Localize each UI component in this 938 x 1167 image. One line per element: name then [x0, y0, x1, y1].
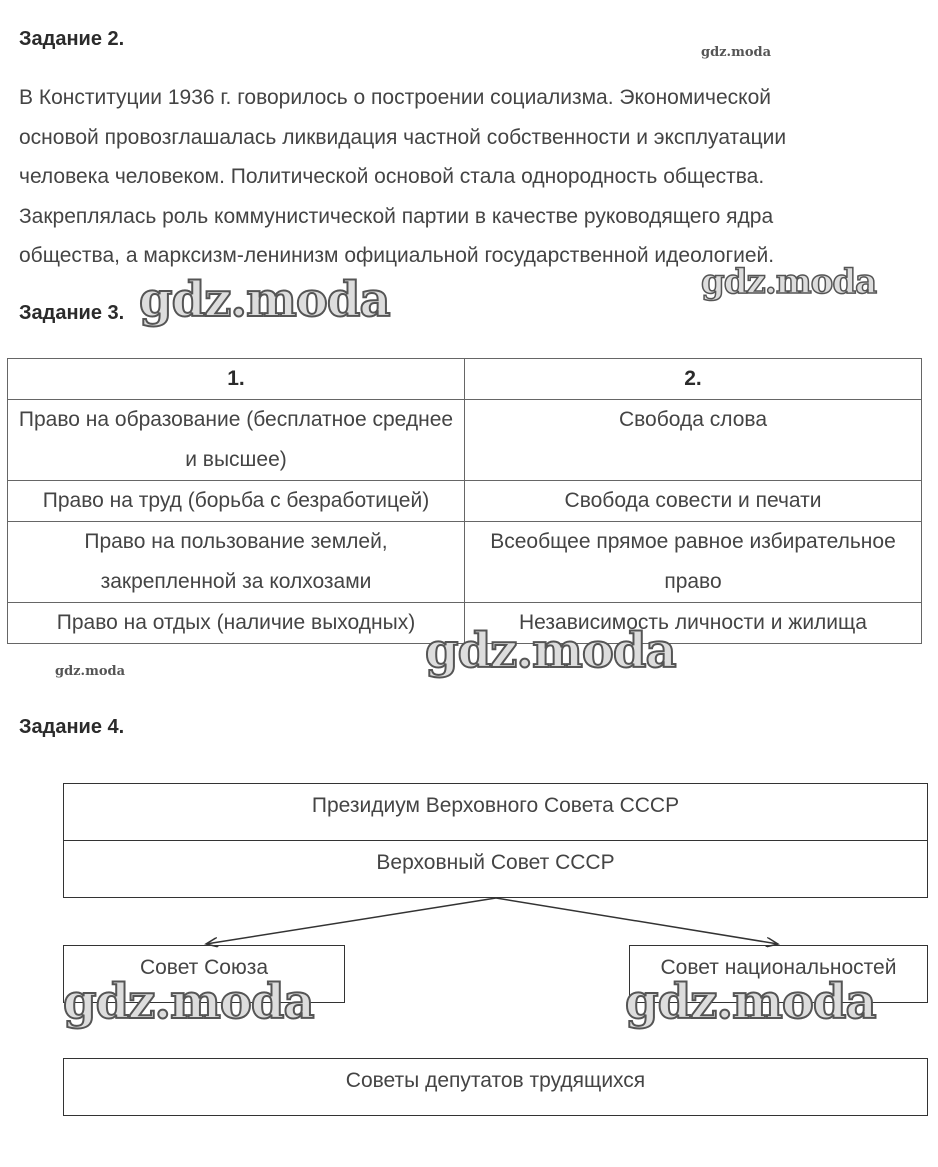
arrow-to-union [206, 898, 496, 944]
arrow-to-nationalities [496, 898, 778, 944]
nationalities-council-box [629, 945, 928, 1003]
watermark-small: gdz.moda [701, 45, 772, 60]
watermark-large: gdz.moda [625, 974, 876, 1030]
task2-line: основой провозглашалась ликвидация частной собственности и эксплуатации [19, 125, 787, 149]
union-council-box [63, 945, 345, 1003]
soviets-box [63, 1058, 928, 1116]
task2-line: Закреплялась роль коммунистической партии в качестве руководящего ядра [19, 204, 774, 228]
task2-line: В Конституции 1936 г. говорилось о построении социализма. Экономической [19, 86, 771, 109]
table-cell: Право на образование (бесплатное среднее и высшее) [8, 400, 465, 481]
task2-heading: Задание 2. [19, 28, 125, 50]
presidium-label: Президиум Верховного Совета СССР [311, 794, 680, 817]
nationalities-council-label: Совет национальностей [660, 956, 897, 979]
table-cell: Независимость личности и жилища [465, 603, 922, 644]
task4-heading: Задание 4. [19, 716, 125, 738]
watermark-large: gdz.moda [63, 974, 314, 1030]
table-cell: Право на труд (борьба с безработицей) [8, 481, 465, 522]
supreme-council-label: Верховный Совет СССР [376, 851, 615, 874]
table-cell: Свобода совести и печати [465, 481, 922, 522]
watermark-small: gdz.moda [55, 664, 126, 679]
union-council-label: Совет Союза [139, 956, 269, 979]
table-cell: Свобода слова [465, 400, 922, 481]
table-cell: Право на отдых (наличие выходных) [8, 603, 465, 644]
soviets-label: Советы депутатов трудящихся [345, 1069, 646, 1092]
watermark-large: gdz.moda [425, 623, 676, 679]
task3-heading: Задание 3. [19, 302, 125, 324]
column-header: 1. [8, 359, 465, 400]
table-cell: Право на пользование землей, закрепленной за колхозами [8, 522, 465, 603]
table-cell: Всеобщее прямое равное избирательное право [465, 522, 922, 603]
column-header: 2. [465, 359, 922, 400]
task2-line: общества, а марксизм-ленинизм официальной государственной идеологией. [19, 244, 775, 267]
task2-line: человека человеком. Политической основой стала однородность общества. [19, 165, 765, 188]
watermark-medium: gdz.moda [701, 262, 877, 302]
watermark-large: gdz.moda [139, 272, 390, 328]
